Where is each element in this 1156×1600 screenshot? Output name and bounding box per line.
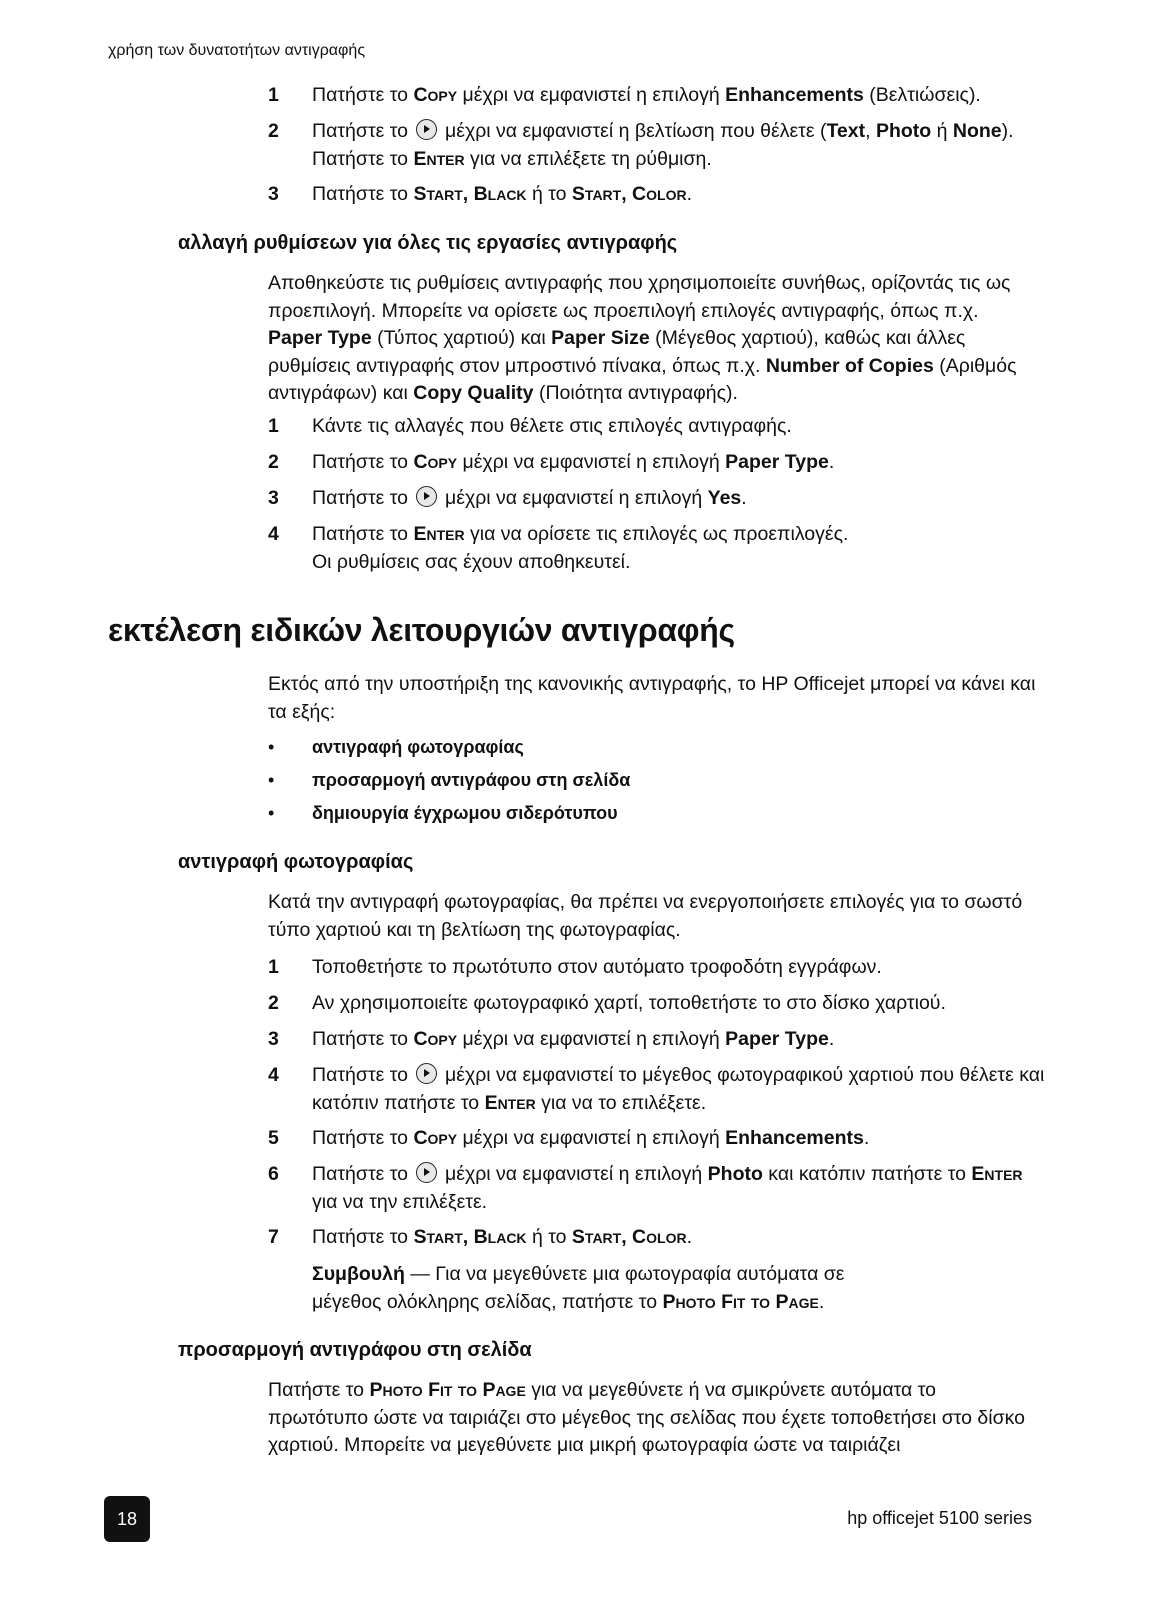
section1-paragraph: Αποθηκεύστε τις ρυθμίσεις αντιγραφής που χρησιμοποιείτε συνήθως, ορίζοντάς τις ως προεπιλογή. Μπορείτε να ορίσετε ως προεπιλογή επιλογές αντιγραφής, όπως π.χ. Paper Type (Τύπος χαρτιού) και Paper Size (Μέγεθος χαρτιού), καθώς και άλλες ρυθμίσεις αντιγραφής στον μπροστινό πίνακα, όπως π.χ. Number of Copies (Αριθμός αντιγράφων) και Copy Quality (Ποιότητα αντιγραφής). [268, 272, 1017, 404]
main-heading: εκτέλεση ειδικών λειτουργιών αντιγραφής [108, 612, 735, 648]
step-number: 4 [268, 523, 279, 545]
step-number: 1 [268, 956, 279, 978]
bullet-icon: • [268, 737, 275, 757]
section-heading-fit-to-page: προσαρμογή αντιγράφου στη σελίδα [178, 1339, 532, 1361]
right-arrow-button-icon [416, 486, 437, 507]
section2-step-2 [268, 990, 1048, 1018]
bullet-icon: • [268, 803, 275, 823]
step-top-2 [268, 118, 1048, 173]
step-text: Πατήστε το Enter για να ορίσετε τις επιλογές ως προεπιλογές. Οι ρυθμίσεις σας έχουν αποθηκευτεί. [312, 523, 849, 573]
step-number: 2 [268, 120, 279, 142]
section2-paragraph: Κατά την αντιγραφή φωτογραφίας, θα πρέπει να ενεργοποιήσετε επιλογές για το σωστό τύπο χαρτιού και τη βελτίωση της φωτογραφίας. [268, 891, 1023, 941]
step-number: 1 [268, 415, 279, 437]
bullet-icon: • [268, 770, 275, 790]
step-number: 3 [268, 1028, 279, 1050]
section3-paragraph: Πατήστε το Photo Fit to Page για να μεγεθύνετε ή να σμικρύνετε αυτόματα το πρωτότυπο ώστε να ταιριάζει στο μέγεθος της σελίδας που έχετε τοποθετήσει στο δίσκο χαρτιού. Μπορείτε να μεγεθύνετε μια μικρή φωτογραφία ώστε να ταιριάζει [268, 1379, 1026, 1456]
step-text: Πατήστε το Copy μέχρι να εμφανιστεί η επιλογή Paper Type. [312, 451, 835, 473]
step-text: Πατήστε το Copy μέχρι να εμφανιστεί η επιλογή Enhancements (Βελτιώσεις). [312, 84, 981, 106]
bullet-item-fit-to-page: • προσαρμογή αντιγράφου στη σελίδα [268, 767, 1048, 793]
tip-note: Συμβουλή — Για να μεγεθύνετε μια φωτογραφία αυτόματα σε μέγεθος ολόκληρης σελίδας, πατήστε το Photo Fit to Page. [312, 1263, 845, 1313]
step-text: Πατήστε το Start, Black ή το Start, Color. [312, 1226, 692, 1248]
section1-step-3 [268, 485, 1048, 513]
section-heading-photo-copy: αντιγραφή φωτογραφίας [178, 851, 414, 873]
step-number: 3 [268, 487, 279, 509]
step-number: 3 [268, 183, 279, 205]
section-heading-defaults: αλλαγή ρυθμίσεων για όλες τις εργασίες αντιγραφής [178, 232, 678, 254]
running-head: χρήση των δυνατοτήτων αντιγραφής [108, 42, 366, 59]
bullet-item-iron-on: • δημιουργία έγχρωμου σιδερότυπου [268, 800, 1048, 826]
step-text: Πατήστε το μέχρι να εμφανιστεί η επιλογή Yes. [312, 487, 747, 509]
section2-step-6 [268, 1161, 1048, 1216]
step-top-1 [268, 82, 1048, 110]
page-number-badge: 18 [104, 1496, 150, 1542]
intro-paragraph: Εκτός από την υποστήριξη της κανονικής αντιγραφής, το HP Officejet μπορεί να κάνει και τα εξής: [268, 673, 1036, 723]
step-text: Τοποθετήστε το πρωτότυπο στον αυτόματο τροφοδότη εγγράφων. [312, 956, 882, 978]
step-number: 5 [268, 1127, 279, 1149]
step-text: Αν χρησιμοποιείτε φωτογραφικό χαρτί, τοποθετήστε το στο δίσκο χαρτιού. [312, 992, 946, 1014]
section2-step-3 [268, 1026, 1048, 1054]
step-number: 4 [268, 1064, 279, 1086]
step-text: Πατήστε το Copy μέχρι να εμφανιστεί η επιλογή Paper Type. [312, 1028, 835, 1050]
section2-step-5 [268, 1125, 1048, 1153]
right-arrow-button-icon [416, 1063, 437, 1084]
step-note: Οι ρυθμίσεις σας έχουν αποθηκευτεί. [312, 550, 631, 573]
bullet-item-photo-copy: • αντιγραφή φωτογραφίας [268, 734, 1048, 760]
section1-step-1 [268, 413, 1048, 441]
footer-product-name: hp officejet 5100 series [847, 1508, 1032, 1528]
step-number: 6 [268, 1163, 279, 1185]
section2-step-4 [268, 1062, 1048, 1117]
step-text: Πατήστε το μέχρι να εμφανιστεί η επιλογή Photo και κατόπιν πατήστε το Enter για να την επιλέξετε. [312, 1163, 1023, 1213]
step-text: Πατήστε το μέχρι να εμφανιστεί το μέγεθος φωτογραφικού χαρτιού που θέλετε και κατόπιν πατήστε το Enter για να το επιλέξετε. [312, 1064, 1045, 1114]
step-text: Πατήστε το μέχρι να εμφανιστεί η βελτίωση που θέλετε (Text, Photo ή None). Πατήστε το Enter για να επιλέξετε τη ρύθμιση. [312, 120, 1014, 170]
section2-step-7 [268, 1224, 1048, 1252]
right-arrow-button-icon [416, 119, 437, 140]
step-number: 2 [268, 451, 279, 473]
step-number: 2 [268, 992, 279, 1014]
step-number: 7 [268, 1226, 279, 1248]
step-text: Πατήστε το Copy μέχρι να εμφανιστεί η επιλογή Enhancements. [312, 1127, 870, 1149]
step-top-3 [268, 181, 1048, 209]
section1-step-4 [268, 521, 1048, 576]
step-text: Κάντε τις αλλαγές που θέλετε στις επιλογές αντιγραφής. [312, 415, 792, 437]
section2-step-1 [268, 954, 1048, 982]
section1-step-2 [268, 449, 1048, 477]
right-arrow-button-icon [416, 1162, 437, 1183]
step-text: Πατήστε το Start, Black ή το Start, Color. [312, 183, 692, 205]
step-number: 1 [268, 84, 279, 106]
